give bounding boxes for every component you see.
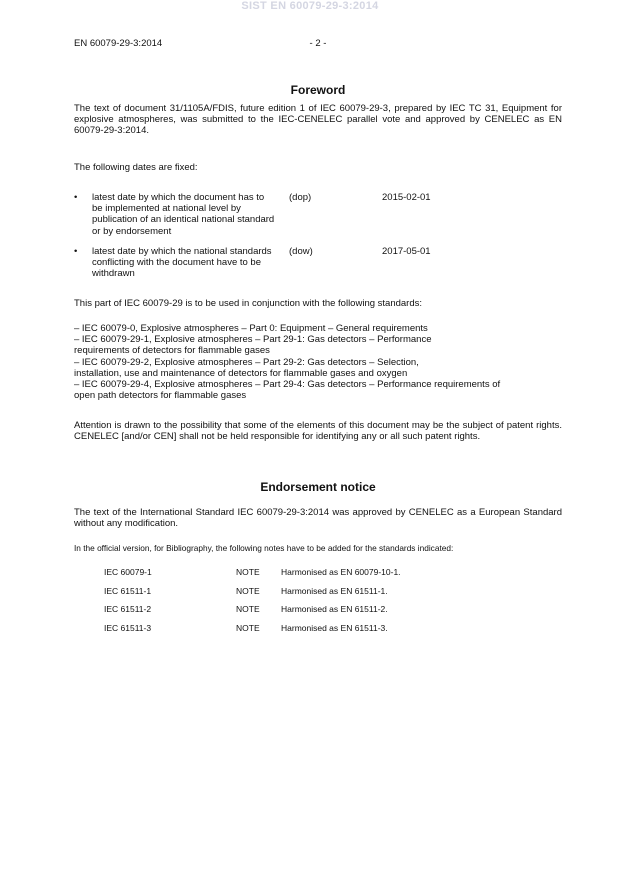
standards-line: – IEC 60079-0, Explosive atmospheres – Part 0: Equipment – General requirements bbox=[74, 323, 428, 334]
date-item-abbr: (dop) bbox=[289, 192, 312, 203]
note-standard: IEC 60079-1 bbox=[104, 567, 152, 577]
foreword-intro: The text of document 31/1105A/FDIS, future edition 1 of IEC 60079-29-3, prepared by IEC TC 31, Equipment for explosive atmospheres, was submitted to the IEC-CENELEC parallel vote and approved by CENELEC as EN 60079-29-3:2014. bbox=[74, 103, 562, 137]
standards-line: – IEC 60079-29-2, Explosive atmospheres – Part 29-2: Gas detectors – Selection, bbox=[74, 356, 419, 368]
bullet: • bbox=[74, 246, 78, 257]
note-standard: IEC 61511-2 bbox=[104, 604, 152, 614]
doc-id: EN 60079-29-3:2014 bbox=[74, 38, 163, 49]
conjunction-text: This part of IEC 60079-29 is to be used in conjunction with the following standards: bbox=[74, 298, 423, 309]
standards-line: – IEC 60079-29-1, Explosive atmospheres – Part 29-1: Gas detectors – Performance bbox=[74, 334, 432, 346]
note-standard: IEC 61511-1 bbox=[104, 585, 152, 596]
foreword-title: Foreword bbox=[290, 83, 346, 97]
endorsement-title: Endorsement notice bbox=[260, 480, 376, 494]
dates-intro: The following dates are fixed: bbox=[74, 162, 198, 173]
standards-line: open path detectors for flammable gases bbox=[74, 390, 247, 402]
date-item-text: latest date by which the national standards conflicting with the document have to be withdrawn bbox=[92, 246, 272, 280]
note-text: Harmonised as EN 61511-1. bbox=[281, 585, 388, 596]
attention-text: Attention is drawn to the possibility that some of the elements of this document may be the subject of patent rights. CENELEC [and/or CEN] shall not be held responsible for identifying any or all such patent rights. bbox=[74, 420, 562, 443]
note-label: NOTE bbox=[236, 585, 260, 596]
note-label: NOTE bbox=[236, 567, 260, 577]
date-item-abbr: (dow) bbox=[289, 246, 313, 257]
note-text: Harmonised as EN 61511-2. bbox=[281, 604, 388, 614]
date-item-date: 2017-05-01 bbox=[382, 246, 431, 257]
bullet: • bbox=[74, 192, 78, 203]
watermark: SIST EN 60079-29-3:2014 bbox=[241, 0, 379, 12]
note-text: Harmonised as EN 61511-3. bbox=[281, 622, 388, 633]
standards-line: – IEC 60079-29-4, Explosive atmospheres – Part 29-4: Gas detectors – Performance requirements of bbox=[74, 379, 501, 391]
note-label: NOTE bbox=[236, 622, 260, 633]
standards-line: requirements of detectors for flammable gases bbox=[74, 345, 270, 357]
note-standard: IEC 61511-3 bbox=[104, 622, 152, 633]
note-label: NOTE bbox=[236, 604, 260, 614]
date-item-date: 2015-02-01 bbox=[382, 192, 431, 203]
page-number: - 2 - bbox=[309, 38, 327, 49]
note-text: Harmonised as EN 60079-10-1. bbox=[281, 567, 401, 577]
endorsement-text: The text of the International Standard IEC 60079-29-3:2014 was approved by CENELEC as a European Standard without any modification. bbox=[74, 507, 562, 530]
standards-line: installation, use and maintenance of detectors for flammable gases and oxygen bbox=[74, 367, 408, 379]
standards-list bbox=[74, 323, 562, 401]
bibliography-note: In the official version, for Bibliography, the following notes have to be added for the standards indicated: bbox=[74, 543, 454, 553]
date-item-text: latest date by which the document has to be implemented at national level by publication of an identical national standard or by endorsement bbox=[92, 192, 275, 237]
